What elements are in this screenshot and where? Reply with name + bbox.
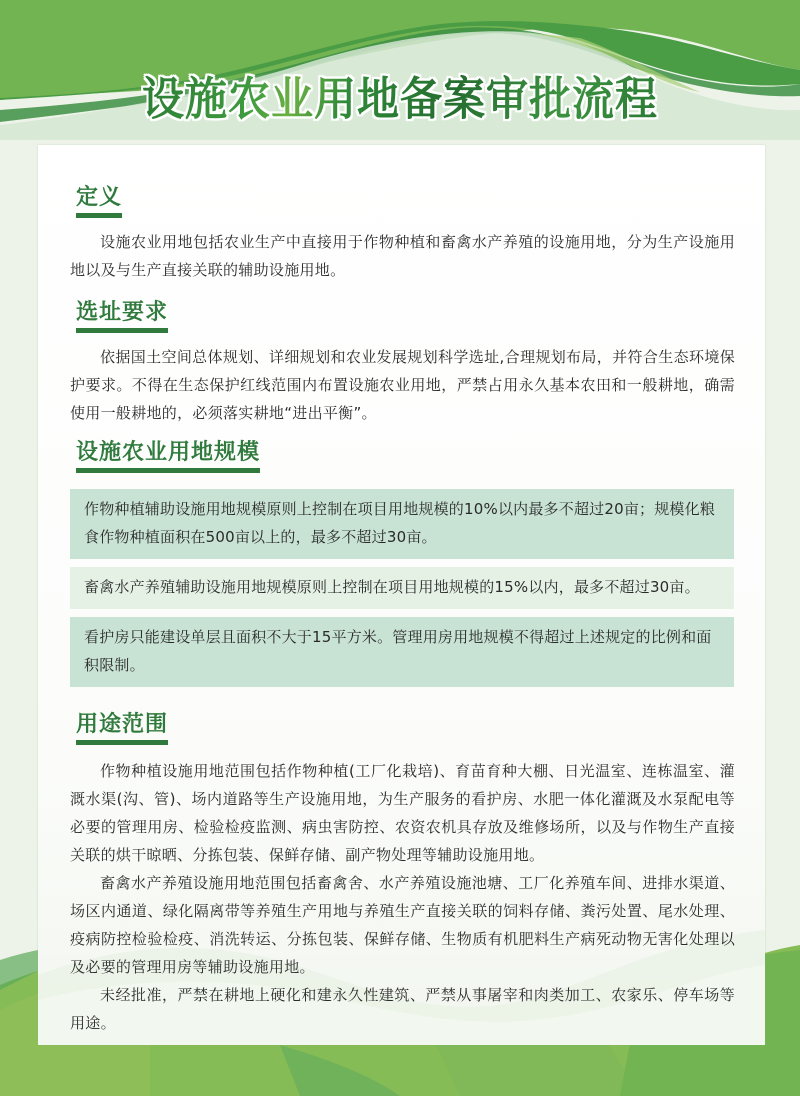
section-heading-text: 定义 — [76, 185, 123, 210]
heading-underline — [76, 740, 168, 745]
heading-underline — [76, 328, 168, 333]
heading-underline — [76, 468, 260, 473]
section-usage — [70, 707, 735, 1037]
usage-paragraph-prohibited: 未经批准，严禁在耕地上硬化和建永久性建筑、严禁从事屠宰和肉类加工、农家乐、停车场等用途。 — [70, 986, 735, 1032]
heading-underline — [76, 213, 122, 218]
page-title: 设施农业用地备案审批流程 — [142, 64, 658, 129]
section-heading-text: 设施农业用地规模 — [76, 440, 261, 465]
scale-item-livestock: 畜禽水产养殖辅助设施用地规模原则上控制在项目用地规模的15%以内，最多不超过30亩。 — [70, 567, 734, 609]
site-selection-paragraph: 依据国土空间总体规划、详细规划和农业发展规划科学选址,合理规划布局，并符合生态环境保护要求。不得在生态保护红线范围内布置设施农业用地，严禁占用永久基本农田和一般耕地，确需使用一般耕地的，必须落实耕地“进出平衡”。 — [70, 348, 735, 422]
definition-paragraph: 设施农业用地包括农业生产中直接用于作物种植和畜禽水产养殖的设施用地，分为生产设施用地以及与生产直接关联的辅助设施用地。 — [70, 233, 735, 279]
section-site-selection — [70, 295, 735, 427]
section-scale — [70, 435, 735, 695]
section-heading-text: 用途范围 — [76, 712, 169, 737]
scale-item-crop: 作物种植辅助设施用地规模原则上控制在项目用地规模的10%以内最多不超过20亩；规模化粮食作物种植面积在500亩以上的，最多不超过30亩。 — [70, 489, 734, 559]
scale-list — [70, 489, 735, 687]
section-heading-scale — [68, 435, 268, 477]
section-definition — [70, 180, 735, 284]
usage-paragraph-crop: 作物种植设施用地范围包括作物种植(工厂化栽培)、育苗育种大棚、日光温室、连栋温室、灌溉水渠(沟、管)、场内道路等生产设施用地，为生产服务的看护房、水肥一体化灌溉及水泵配电等必要的管理用房、检验检疫监测、病虫害防控、农资农机具存放及维修场所，以及与作物生产直接关联的烘干晾晒、分拣包装、保鲜存储、副产物处理等辅助设施用地。 — [70, 762, 735, 864]
section-heading-text: 选址要求 — [76, 300, 169, 325]
content-card — [38, 145, 765, 1045]
scale-item-guard-house: 看护房只能建设单层且面积不大于15平方米。管理用房用地规模不得超过上述规定的比例和面积限制。 — [70, 617, 734, 687]
section-heading-site-selection — [68, 295, 176, 337]
section-heading-usage — [68, 707, 176, 749]
page-title-wrapper — [0, 66, 800, 126]
usage-paragraph-livestock: 畜禽水产养殖设施用地范围包括畜禽舍、水产养殖设施池塘、工厂化养殖车间、进排水渠道、场区内通道、绿化隔离带等养殖生产用地与养殖生产直接关联的饲料存储、粪污处置、尾水处理、疫病防控检验检疫、消洗转运、分拣包装、保鲜存储、生物质有机肥料生产病死动物无害化处理以及必要的管理用房等辅助设施用地。 — [70, 874, 735, 976]
section-heading-definition — [68, 180, 130, 222]
